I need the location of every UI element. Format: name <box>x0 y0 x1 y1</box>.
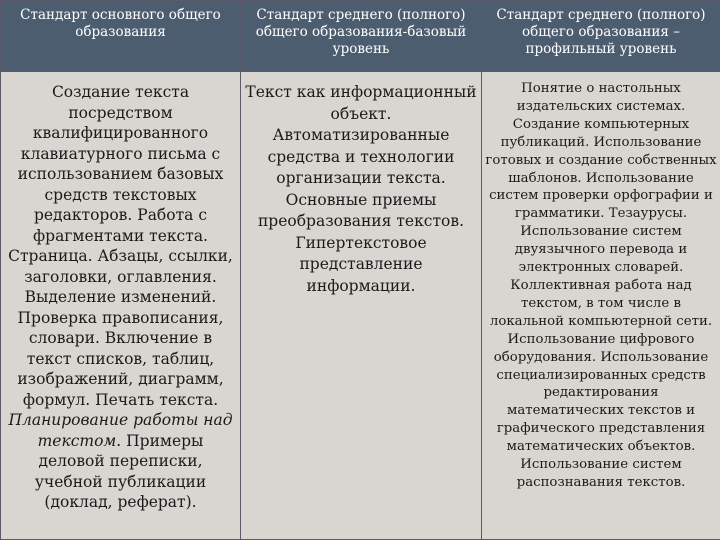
header-label-2: Стандарт среднего (полного) общего образования-базовый уровень <box>255 7 467 57</box>
cell1-text-main: Создание текста посредством квалифицированного клавиатурного письма с использованием базовых средств текстовых редакторов. Работа с фрагментами текста. Страница. Абзацы, ссылки, заголовки, оглавления. Выделение изменений. Проверка правописания, словари. Включение в текст списков, таблиц, изображений, диаграмм, формул. Печать текста. <box>8 83 233 409</box>
cell-basic-general <box>1 72 241 540</box>
cell-secondary-basic <box>241 72 482 540</box>
cell2-text: Текст как информационный объект. Автоматизированные средства и технологии организации текста. Основные приемы преобразования текстов. Гипертекстовое представление информации. <box>245 83 477 295</box>
cell1-text-end: . Примеры деловой переписки, учебной публикации (доклад, реферат). <box>34 431 207 511</box>
header-label-3: Стандарт среднего (полного) общего образования – профильный уровень <box>496 7 706 57</box>
header-row <box>1 1 720 72</box>
header-basic-general <box>1 1 241 72</box>
cell-secondary-profile <box>482 72 720 540</box>
header-label-1: Стандарт основного общего образования <box>20 7 221 40</box>
cell1-text-italic: Планирование работы над текстом <box>8 411 233 450</box>
cell3-text: Понятие о настольных издательских системах. Создание компьютерных публикаций. Использование готовых и создание собственных шаблонов. Использование систем проверки орфографии и грамматики. Тезаурусы. Использование систем двуязычного перевода и электронных словарей. Коллективная работа над текстом, в том числе в локальной компьютерной сети. Использование цифрового оборудования. Использование специализированных средств редактирования математических текстов и графического представления математических объектов. Использование систем распознавания текстов. <box>485 81 717 490</box>
header-secondary-profile <box>482 1 720 72</box>
header-secondary-basic <box>241 1 482 72</box>
content-row <box>1 72 720 540</box>
